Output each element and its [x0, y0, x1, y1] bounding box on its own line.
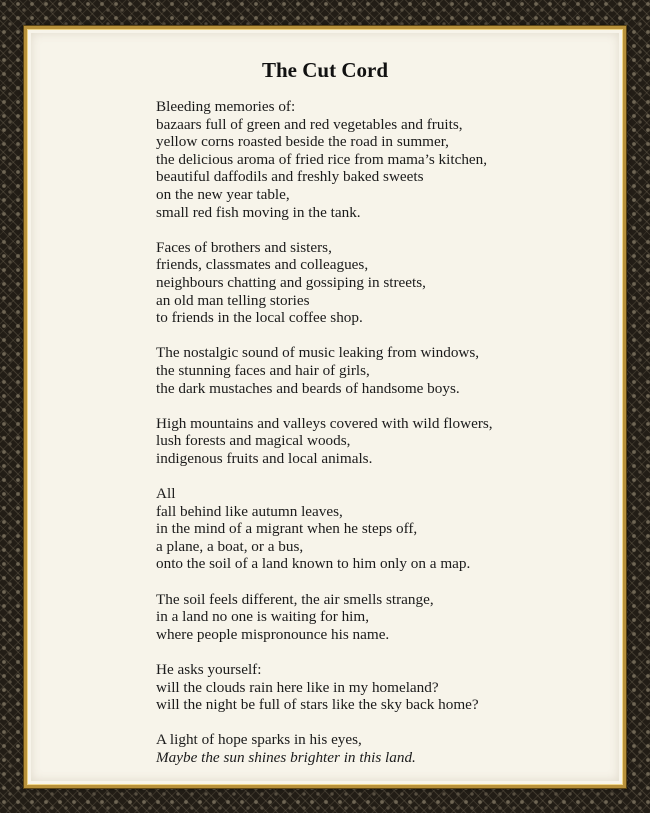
stanza	[156, 591, 493, 644]
poem-line: to friends in the local coffee shop.	[156, 309, 363, 327]
poem-line: an old man telling stories	[156, 291, 310, 309]
poem-line: in a land no one is waiting for him,	[156, 608, 370, 626]
poem-line: indigenous fruits and local animals.	[156, 449, 373, 467]
poem-title: The Cut Cord	[261, 58, 388, 82]
poem-line: The soil feels different, the air smells strange,	[156, 590, 434, 608]
poem-line: a plane, a boat, or a bus,	[156, 537, 304, 555]
poem-line: in the mind of a migrant when he steps off,	[156, 520, 418, 538]
stanza	[156, 98, 493, 221]
poem-line: The nostalgic sound of music leaking from windows,	[156, 344, 480, 362]
stanza	[156, 239, 493, 327]
poem-line: will the clouds rain here like in my homeland?	[156, 678, 439, 696]
stanza	[156, 661, 493, 714]
poem-closing-line: Maybe the sun shines brighter in this land.	[156, 748, 416, 766]
poem-line: Bleeding memories of:	[156, 98, 296, 115]
stanza	[156, 731, 493, 766]
poem-line: fall behind like autumn leaves,	[156, 502, 343, 520]
poem-line: bazaars full of green and red vegetables and fruits,	[156, 115, 463, 133]
poem-line: where people mispronounce his name.	[156, 625, 390, 643]
poem-line: All	[156, 485, 176, 503]
stanza	[156, 485, 493, 573]
poem-line: onto the soil of a land known to him only on a map.	[156, 555, 471, 573]
poem-line: the stunning faces and hair of girls,	[156, 361, 370, 379]
poem-line: A light of hope sparks in his eyes,	[156, 731, 362, 749]
poem-line: will the night be full of stars like the sky back home?	[156, 696, 479, 714]
poem-line: beautiful daffodils and freshly baked sweets	[156, 168, 424, 186]
poem-body	[156, 98, 493, 767]
poem-line: friends, classmates and colleagues,	[156, 256, 369, 274]
stanza	[156, 415, 493, 468]
poem-line: High mountains and valleys covered with wild flowers,	[156, 414, 493, 432]
poem-line: the dark mustaches and beards of handsome boys.	[156, 379, 460, 397]
poem-line: lush forests and magical woods,	[156, 432, 351, 450]
poem-line: neighbours chatting and gossiping in streets,	[156, 273, 426, 291]
poem-line: the delicious aroma of fried rice from mama’s kitchen,	[156, 150, 488, 168]
stanza	[156, 344, 493, 397]
poem-line: on the new year table,	[156, 185, 290, 203]
poem-line: small red fish moving in the tank.	[156, 203, 361, 221]
poem-line: He asks yourself:	[156, 661, 262, 678]
poem-line: yellow corns roasted beside the road in summer,	[156, 133, 449, 151]
poem-line: Faces of brothers and sisters,	[156, 238, 332, 256]
